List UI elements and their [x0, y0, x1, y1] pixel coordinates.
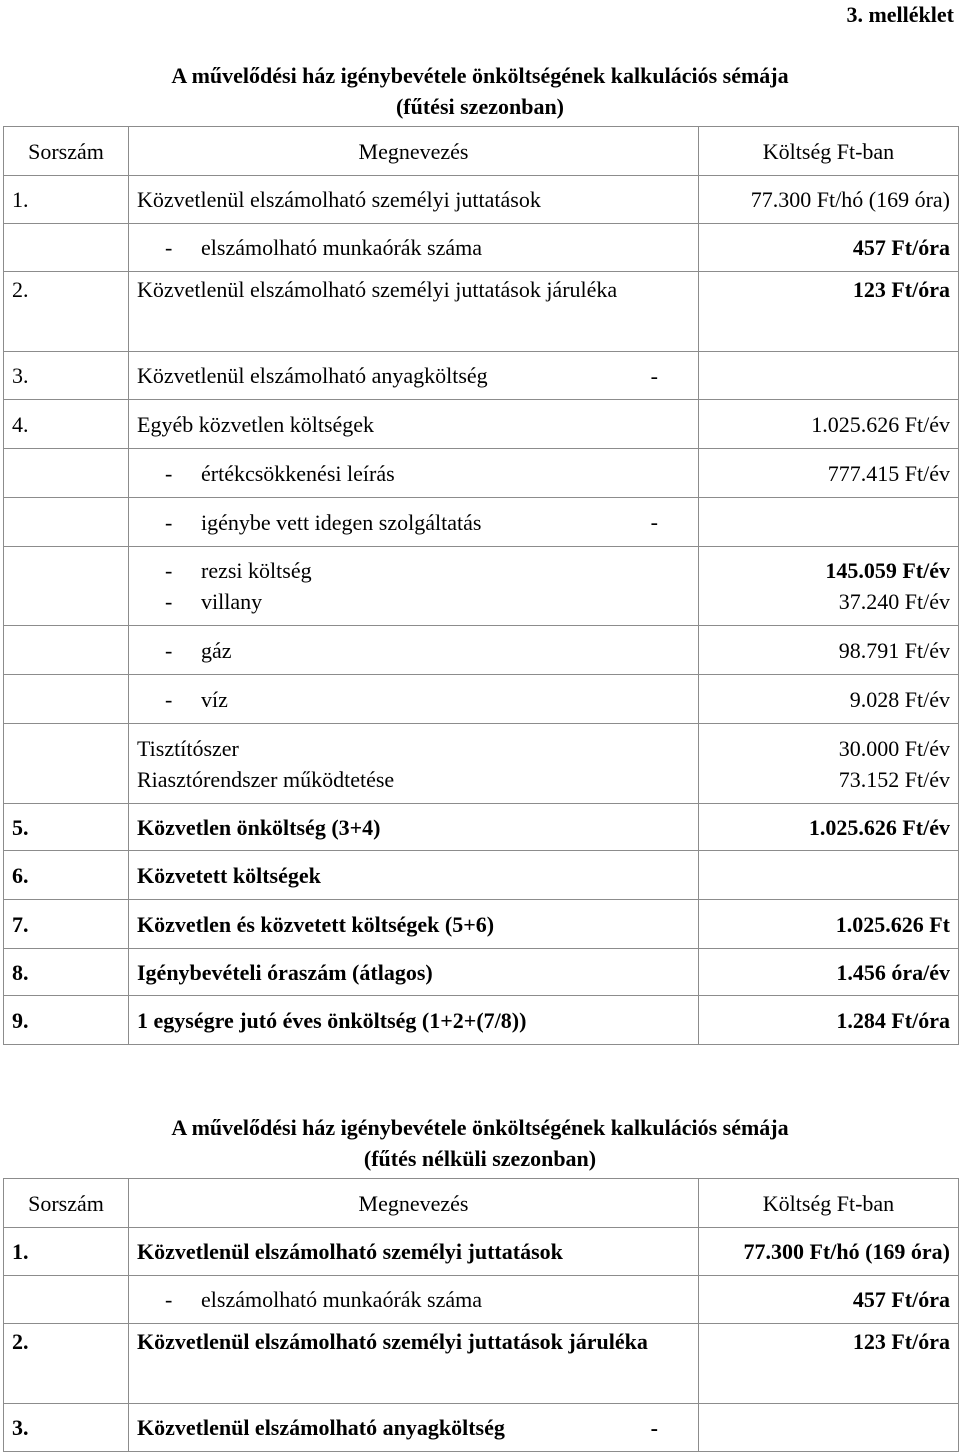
row-cost: 77.300 Ft/hó (169 óra) — [699, 176, 959, 224]
row-name-text: elszámolható munkaórák száma — [201, 1287, 483, 1312]
row-cost-line: 145.059 Ft/év — [825, 558, 950, 583]
dash: - — [165, 509, 173, 535]
table-row — [4, 1404, 959, 1452]
row-cost-line: 73.152 Ft/év — [838, 766, 950, 792]
row-name-text: víz — [201, 686, 228, 712]
row-cost-empty — [699, 352, 959, 400]
row-number — [4, 626, 129, 675]
row-name — [129, 675, 699, 724]
row-number — [4, 224, 129, 272]
table-row — [4, 724, 959, 804]
table-row — [4, 547, 959, 626]
table-row — [4, 400, 959, 449]
row-cost: - — [650, 509, 658, 535]
table-row — [4, 449, 959, 498]
row-name: Közvetlenül elszámolható személyi juttatások járuléka — [129, 1324, 699, 1404]
row-number: 7. — [4, 900, 129, 949]
table-row — [4, 900, 959, 949]
row-name: Egyéb közvetlen költségek — [129, 400, 699, 449]
row-cost: 777.415 Ft/év — [699, 449, 959, 498]
table-row — [4, 949, 959, 996]
dash: - — [165, 235, 173, 260]
row-name: Igénybevételi óraszám (átlagos) — [129, 949, 699, 996]
row-name — [129, 724, 699, 804]
row-cost: 9.028 Ft/év — [699, 675, 959, 724]
row-name-text: Közvetlenül elszámolható anyagköltség — [137, 1415, 505, 1440]
row-number — [4, 449, 129, 498]
row-name-text: elszámolható munkaórák száma — [201, 235, 483, 260]
row-name — [129, 449, 699, 498]
row-name — [129, 498, 699, 547]
row-number: 3. — [4, 352, 129, 400]
row-name-text: gáz — [201, 637, 232, 663]
heating-title — [0, 60, 960, 122]
row-cost: 1.025.626 Ft/év — [699, 400, 959, 449]
dash: - — [165, 637, 173, 663]
heating-cost-table — [3, 126, 959, 1045]
table-row — [4, 626, 959, 675]
row-number — [4, 498, 129, 547]
row-number: 5. — [4, 804, 129, 851]
row-name-text: értékcsökkenési leírás — [201, 460, 395, 486]
row-number: 4. — [4, 400, 129, 449]
row-name — [129, 547, 699, 626]
row-cost: 123 Ft/óra — [699, 272, 959, 352]
table-header-row — [4, 1179, 959, 1228]
table-row — [4, 1276, 959, 1324]
row-name: Közvetlenül elszámolható személyi juttatások — [129, 1228, 699, 1276]
dash: - — [165, 686, 173, 712]
table-row — [4, 224, 959, 272]
row-cost-empty — [699, 498, 959, 547]
row-cost: 1.025.626 Ft — [699, 900, 959, 949]
row-name — [129, 1276, 699, 1324]
row-name — [129, 1404, 699, 1452]
dash: - — [165, 1287, 173, 1312]
row-number — [4, 1276, 129, 1324]
header-koltseg: Költség Ft-ban — [699, 127, 959, 176]
table-row — [4, 996, 959, 1045]
table-row — [4, 352, 959, 400]
row-number — [4, 675, 129, 724]
row-name — [129, 352, 699, 400]
nonheating-title-line1: A művelődési ház igénybevétele önköltségének kalkulációs sémája — [171, 1115, 789, 1140]
dash: - — [165, 589, 173, 614]
row-cost: 123 Ft/óra — [699, 1324, 959, 1404]
row-number: 1. — [4, 176, 129, 224]
row-name-text: igénybe vett idegen szolgáltatás — [201, 509, 482, 535]
row-name: Közvetlen önköltség (3+4) — [129, 804, 699, 851]
table-row — [4, 1324, 959, 1404]
row-cost-empty — [699, 1404, 959, 1452]
nonheating-cost-table — [3, 1178, 959, 1452]
row-name-text: Tisztítószer — [137, 735, 239, 761]
row-cost: - — [650, 363, 658, 388]
row-cost: 1.284 Ft/óra — [699, 996, 959, 1045]
row-name: Közvetlen és közvetett költségek (5+6) — [129, 900, 699, 949]
row-cost: 98.791 Ft/év — [699, 626, 959, 675]
table-row — [4, 804, 959, 851]
row-name — [129, 224, 699, 272]
row-cost: 77.300 Ft/hó (169 óra) — [699, 1228, 959, 1276]
table-header-row — [4, 127, 959, 176]
row-number: 2. — [4, 1324, 129, 1404]
row-cost: 457 Ft/óra — [699, 1276, 959, 1324]
header-megnevezes: Megnevezés — [129, 1179, 699, 1228]
nonheating-title — [0, 1112, 960, 1174]
row-number: 1. — [4, 1228, 129, 1276]
row-number: 6. — [4, 851, 129, 900]
row-cost: - — [650, 1415, 658, 1440]
heating-title-line2: (fűtési szezonban) — [395, 94, 565, 119]
row-number: 9. — [4, 996, 129, 1045]
row-cost: 457 Ft/óra — [699, 224, 959, 272]
row-name: Közvetlenül elszámolható személyi juttatások — [129, 176, 699, 224]
table-row — [4, 498, 959, 547]
dash: - — [165, 558, 173, 583]
annex-label: 3. melléklet — [846, 2, 954, 27]
row-number — [4, 547, 129, 626]
row-name: 1 egységre jutó éves önköltség (1+2+(7/8)) — [129, 996, 699, 1045]
row-name-text: Közvetlenül elszámolható anyagköltség — [137, 363, 488, 388]
table-row — [4, 176, 959, 224]
heating-title-line1: A művelődési ház igénybevétele önköltségének kalkulációs sémája — [171, 63, 789, 88]
row-cost: 1.456 óra/év — [699, 949, 959, 996]
row-number: 3. — [4, 1404, 129, 1452]
table-row — [4, 675, 959, 724]
table-row — [4, 272, 959, 352]
table-row — [4, 851, 959, 900]
row-number — [4, 724, 129, 804]
row-name: Közvetett költségek — [129, 851, 699, 900]
row-cost-line: 30.000 Ft/év — [838, 735, 950, 761]
row-name: Közvetlenül elszámolható személyi juttatások járuléka — [129, 272, 699, 352]
row-name-text: villany — [201, 589, 263, 614]
row-name — [129, 626, 699, 675]
row-number: 2. — [4, 272, 129, 352]
dash: - — [165, 460, 173, 486]
row-number: 8. — [4, 949, 129, 996]
row-cost: 1.025.626 Ft/év — [699, 804, 959, 851]
header-megnevezes: Megnevezés — [129, 127, 699, 176]
row-cost — [699, 724, 959, 804]
header-sorszam: Sorszám — [4, 127, 129, 176]
row-cost-line: 37.240 Ft/év — [838, 589, 950, 614]
header-koltseg: Költség Ft-ban — [699, 1179, 959, 1228]
row-name-text: Riasztórendszer működtetése — [137, 766, 395, 792]
header-sorszam: Sorszám — [4, 1179, 129, 1228]
table-row — [4, 1228, 959, 1276]
row-cost — [699, 851, 959, 900]
row-cost — [699, 547, 959, 626]
row-name-text: rezsi költség — [201, 558, 312, 583]
nonheating-title-line2: (fűtés nélküli szezonban) — [363, 1146, 597, 1171]
